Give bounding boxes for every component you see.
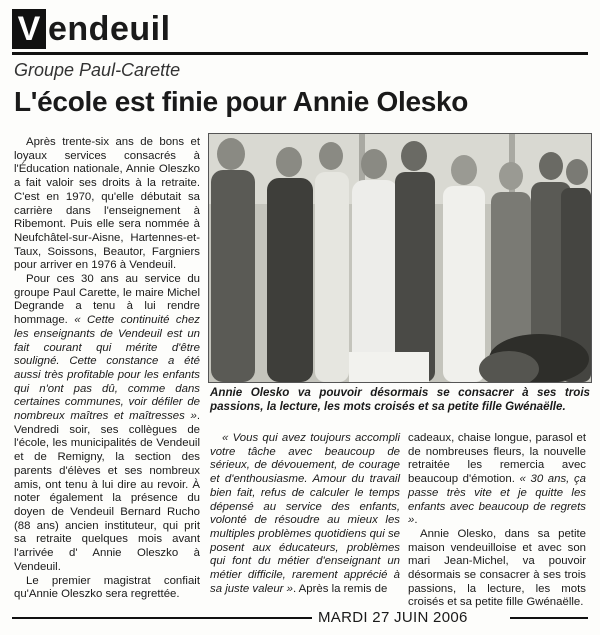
photo-caption: Annie Olesko va pouvoir désormais se consacrer à ses trois passions, la lecture, les mots croisés et sa petite fille Gwénaëlle. [210,386,590,413]
quote: « 30 ans, ça passe très vite et je quitte les enfants avec beaucoup de regrets » [408,473,586,527]
quote: « Vous qui avez toujours accompli votre tâche avec beaucoup de sérieux, de dévouement, de courage et d'enthousiasme. Amour du travail bien fait, refus de calculer le temps dépensé au service des enfants, volonté de résoudre au mieux les multiples problèmes quotidiens qui se posent aux éducateurs, problèmes qui font du métier d'enseignant un métier difficile, rarement apprécié à sa juste valeur » [210,432,400,595]
paragraph [14,273,200,574]
paragraph [210,432,400,596]
footer-rule [510,617,588,619]
article-column-right [408,432,586,610]
masthead-title: endeuil [48,9,171,48]
text-run: Pour ces 30 ans au service du groupe Paul Carette, le maire Michel Degrande a tenu à lui rendre hommage. [14,273,200,327]
text-run: . [414,514,418,527]
dateline: MARDI 27 JUIN 2006 [318,609,468,626]
text-run: . Vendredi soir, ses collègues de l'école, les municipalités de Vendeuil et de Remigny, la section des parents d'élèves et ses nombreux amis, ont tenu à lui dire au revoir. À noter également la présence du doyen de Vendeuil Bernard Rucho (88 ans) ancien instituteur, qui prit sa retraite quelques mois avant l'arrivée d' Annie Oleszko à Vendeuil. [14,410,200,573]
group-photo [208,133,592,383]
paragraph: Annie Olesko, dans sa petite maison vendeuilloise et avec son mari Jean-Michel, va pouvoir désormais se consacrer à ses trois passions, la lecture, les mots croisés et sa petite fille Gwénaëlle. [408,527,586,609]
article-column-left [14,136,200,602]
article-column-middle [210,432,400,596]
paragraph [408,432,586,528]
group-photo-illustration [209,134,591,382]
masthead-initial: V [12,9,46,49]
masthead [12,8,171,50]
text-run: cadeaux, chaise longue, parasol et de nombreuses fleurs, la nouvelle retraitée les remercia avec beaucoup d'émotion. [408,432,586,486]
paragraph: Le premier magistrat confiait qu'Annie Oleszko sera regrettée. [14,574,200,601]
kicker: Groupe Paul-Carette [14,60,181,80]
quote: « Cette continuité chez les enseignants de Vendeuil est un fait courant qui mérite d'être souligné. Cette constance a été aussi très profitable pour les enfants qui n'ont pas dû, comme dans certaines communes, voir défiler de nombreux maîtres et maîtresses » [14,314,200,423]
masthead-rule [12,52,588,55]
footer-rule [12,617,312,619]
headline: L'école est finie pour Annie Olesko [14,86,469,117]
text-run: . Après la remis de [292,582,388,595]
paragraph: Après trente-six ans de bons et loyaux services consacrés à l'Éducation nationale, Annie Oleszko a fait valoir ses droits à la retraite. C'est en 1970, qu'elle débutait sa carrière dans l'enseignement à Ribemont. Puis elle sera nommée à Neufchâtel-sur-Aisne, Hartennes-et-Taux, Soissons, Beautor, Fargniers pour arriver en 1976 à Vendeuil. [14,136,200,272]
